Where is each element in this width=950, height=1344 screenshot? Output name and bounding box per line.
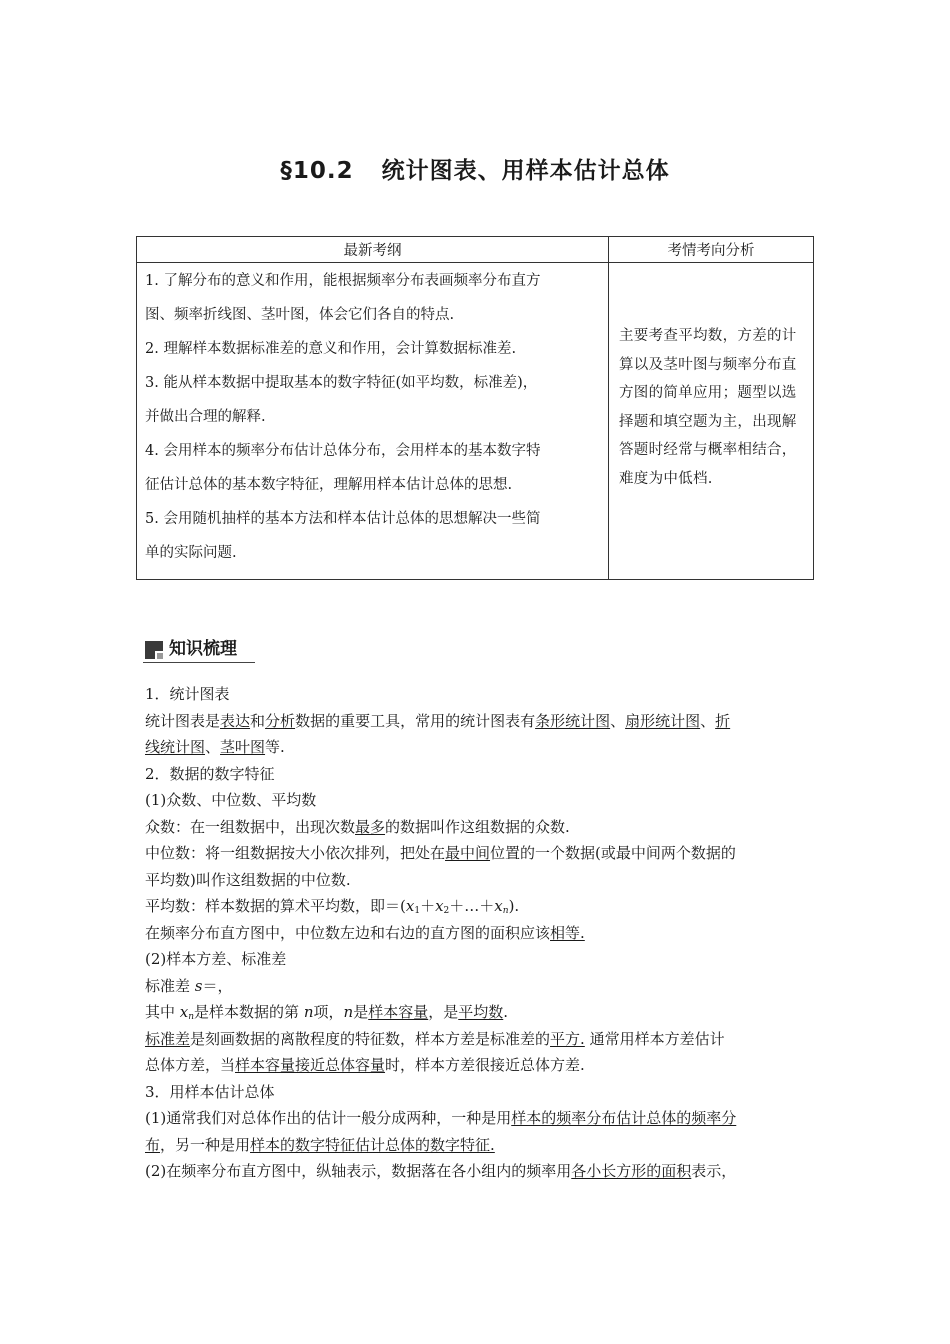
outline-line: 征估计总体的基本数字特征，理解用样本估计总体的思想. xyxy=(145,477,513,493)
outline-line: 3. 能从样本数据中提取基本的数字特征(如平均数，标准差)， xyxy=(145,375,538,391)
section-number: §10.2 xyxy=(280,158,354,184)
outline-line: 4. 会用样本的频率分布估计总体分布，会用样本的基本数字特 xyxy=(145,443,541,459)
section-heading-label: 知识梳理 xyxy=(169,639,237,659)
histogram-median-note: 在频率分布直方图中，中位数左边和右边的直方图的面积应该相等. xyxy=(145,923,585,942)
analysis-header: 考情考向分析 xyxy=(609,237,814,263)
analysis-text: 主要考查平均数，方差的计算以及茎叶图与频率分布直方图的简单应用；题型以选择题和填空题为主，出现解答题时经常与概率相结合，难度为中低档. xyxy=(619,328,797,487)
s1-title: 1．统计图表 xyxy=(145,685,230,703)
knowledge-body xyxy=(145,681,815,1185)
outline-cell xyxy=(137,263,609,580)
s2-sub2: (2)样本方差、标准差 xyxy=(145,950,287,968)
outline-line: 图、频率折线图、茎叶图，体会它们各自的特点. xyxy=(145,307,455,323)
estimation-1: (1)通常我们对总体作出的估计一般分成两种，一种是用样本的频率分布估计总体的频率分 xyxy=(145,1109,737,1127)
outline-line: 2. 理解样本数据标准差的意义和作用，会计算数据标准差. xyxy=(145,341,517,357)
s2-title: 2．数据的数字特征 xyxy=(145,764,275,783)
s1-line-1: 统计图表是表达和分析数据的重要工具，常用的统计图表有条形统计图、扇形统计图、折 xyxy=(145,711,731,730)
section-square-icon xyxy=(145,641,163,659)
outline-line: 单的实际问题. xyxy=(145,545,237,561)
median-definition-cont: 平均数)叫作这组数据的中位数. xyxy=(145,870,351,889)
s3-title: 3．用样本估计总体 xyxy=(145,1082,275,1101)
outline-line: 5. 会用随机抽样的基本方法和样本估计总体的思想解决一些简 xyxy=(145,511,541,527)
variance-note-cont: 总体方差，当样本容量接近总体容量时，样本方差很接近总体方差. xyxy=(145,1056,585,1074)
exam-outline-table xyxy=(136,236,814,580)
page-title xyxy=(0,152,950,185)
section-title-text: 统计图表、用样本估计总体 xyxy=(381,158,670,184)
s2-sub1: (1)众数、中位数、平均数 xyxy=(145,791,317,809)
outline-line: 1. 了解分布的意义和作用，能根据频率分布表画频率分布直方 xyxy=(145,273,541,289)
mean-definition: 平均数：样本数据的算术平均数，即$=(x_1+x_2+\dots+x_n)$. xyxy=(145,897,520,916)
knowledge-section-heading xyxy=(143,638,255,663)
s1-line-2: 线统计图、茎叶图等. xyxy=(145,738,285,756)
variance-note: 标准差是刻画数据的离散程度的特征数，样本方差是标准差的平方. 通常用样本方差估计 xyxy=(145,1029,725,1048)
median-definition: 中位数：将一组数据按大小依次排列，把处在最中间位置的一个数据(或最中间两个数据的 xyxy=(145,844,736,862)
estimation-1-cont: 布，另一种是用样本的数字特征估计总体的数字特征. xyxy=(145,1135,495,1154)
outline-line: 并做出合理的解释. xyxy=(145,409,266,425)
sd-formula: 标准差 s＝， xyxy=(145,976,233,995)
where-clause: 其中 $x_n$是样本数据的第 n项，n是样本容量，是平均数. xyxy=(145,1003,509,1022)
estimation-2: (2)在频率分布直方图中，纵轴表示，数据落在各小组内的频率用各小长方形的面积表示， xyxy=(145,1162,737,1180)
outline-header: 最新考纲 xyxy=(137,237,609,263)
mode-definition: 众数：在一组数据中，出现次数最多的数据叫作这组数据的众数. xyxy=(145,817,570,836)
analysis-cell xyxy=(609,263,814,580)
